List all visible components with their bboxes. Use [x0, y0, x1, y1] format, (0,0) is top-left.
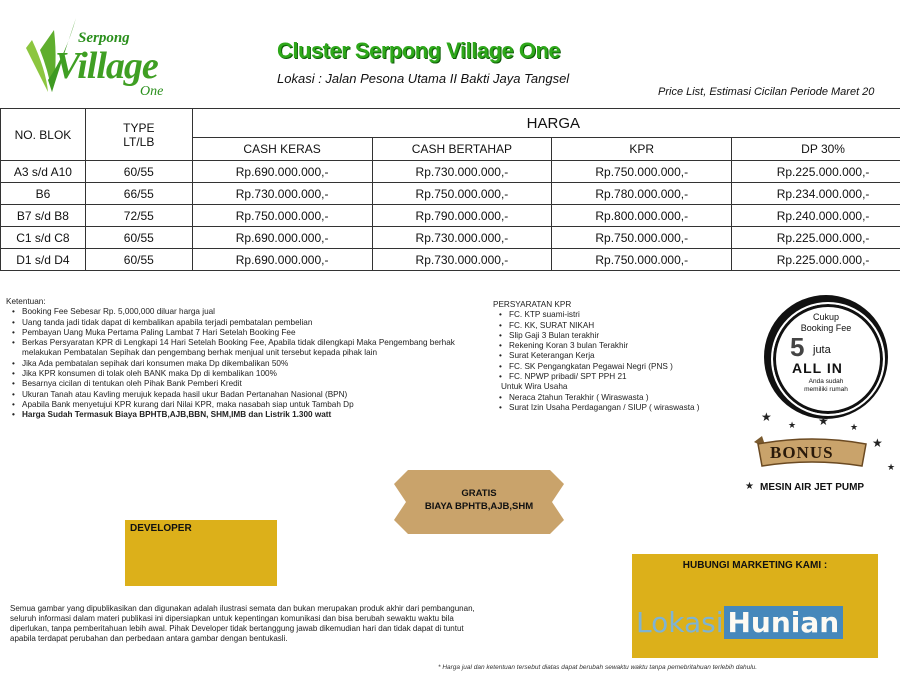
- terms-section: [6, 297, 496, 421]
- cell-dp: Rp.225.000.000,-: [732, 227, 900, 249]
- header-cash-keras: CASH KERAS: [192, 138, 372, 161]
- cell-type: 60/55: [85, 227, 192, 249]
- cell-cash-bertahap: Rp.730.000.000,-: [372, 161, 552, 183]
- star-icon: ★: [850, 422, 859, 432]
- cell-blok: D1 s/d D4: [1, 249, 86, 271]
- terms-title: Ketentuan:: [6, 297, 46, 306]
- logo-serpong-text: Serpong: [78, 30, 130, 46]
- kpr-title: PERSYARATAN KPR: [493, 300, 572, 309]
- list-item: • Jika KPR konsumen di tolak oleh BANK maka Dp di kembalikan 100%: [22, 369, 496, 379]
- table-row: [1, 183, 900, 205]
- cell-type: 66/55: [85, 183, 192, 205]
- developer-label: DEVELOPER: [130, 523, 192, 534]
- badge-amount: 5: [790, 332, 805, 362]
- location-text: Lokasi : Jalan Pesona Utama II Bakti Jaya Tangsel: [277, 71, 570, 86]
- list-item: • Harga Sudah Termasuk Biaya BPHTB,AJB,BBN, SHM,IMB dan Listrik 1.300 watt: [22, 410, 496, 420]
- header-type: [85, 109, 192, 161]
- footnote-text: * Harga jual dan ketentuan tersebut diatas dapat berubah sewaktu waktu tanpa pemebritahuan terlebih dahulu.: [438, 664, 758, 671]
- cell-cash-keras: Rp.690.000.000,-: [192, 227, 372, 249]
- price-list-period: Price List, Estimasi Cicilan Periode Maret 20: [658, 86, 875, 98]
- cell-cash-bertahap: Rp.730.000.000,-: [372, 249, 552, 271]
- cell-type: 72/55: [85, 205, 192, 227]
- list-item: • Ukuran Tanah atau Kavling merujuk kepada hasil ukur Badan Pertanahan Nasional (BPN): [22, 390, 496, 400]
- cell-blok: B7 s/d B8: [1, 205, 86, 227]
- price-table: [0, 108, 900, 271]
- header-harga: HARGA: [192, 109, 900, 138]
- gratis-line1: GRATIS: [461, 488, 497, 499]
- page-title: Cluster Serpong Village One: [277, 38, 561, 63]
- header-no-blok: NO. BLOK: [1, 109, 86, 161]
- header-cash-bertahap: CASH BERTAHAP: [372, 138, 552, 161]
- list-item: • Slip Gaji 3 Bulan terakhir: [509, 331, 763, 341]
- header-dp: DP 30%: [732, 138, 900, 161]
- table-row: [1, 205, 900, 227]
- kpr-requirements: [493, 300, 763, 413]
- table-row: [1, 161, 900, 183]
- header-type-line2: LT/LB: [123, 134, 155, 149]
- cell-cash-bertahap: Rp.730.000.000,-: [372, 227, 552, 249]
- star-icon: ★: [788, 420, 797, 430]
- star-icon: ★: [761, 410, 772, 424]
- cell-dp: Rp.240.000.000,-: [732, 205, 900, 227]
- kpr-list: [493, 310, 763, 382]
- cell-kpr: Rp.750.000.000,-: [552, 161, 732, 183]
- list-item: • Jika Ada pembatalan sepihak dari konsumen maka Dp dikembalikan 50%: [22, 359, 496, 369]
- list-item: • Neraca 2tahun Terakhir ( Wiraswasta ): [509, 393, 763, 403]
- list-item: • Uang tanda jadi tidak dapat di kembalikan apabila terjadi pembatalan pembelian: [22, 318, 496, 328]
- list-item: • Booking Fee Sebesar Rp. 5,000,000 diluar harga jual: [22, 307, 496, 317]
- disclaimer-text: Semua gambar yang dipublikasikan dan digunakan adalah ilustrasi semata dan bukan merupakan produk akhir dari pembangunan, seluruh informasi dalam materi publikasi ini dipersiapkan untuk kepentingan komunikasi dan bisa berubah sewaktu waktu bila diperlukan, tanpa pemberitahuan lebih awal. Pihak Developer tidak bertanggung jawab dikemudian hari dan tidak dapat di tuntut apabila terdapat perubahan dan perbedaan antara gambar dengan bentukasli.: [10, 604, 475, 643]
- list-item: • Surat Keterangan Kerja: [509, 351, 763, 361]
- badge-line2: Booking Fee: [800, 323, 852, 333]
- cell-dp: Rp.225.000.000,-: [732, 249, 900, 271]
- cell-cash-keras: Rp.690.000.000,-: [192, 161, 372, 183]
- table-row: [1, 227, 900, 249]
- cell-blok: A3 s/d A10: [1, 161, 86, 183]
- list-item: • Apabila Bank menyetujui KPR kurang dari Nilai KPR, maka nasabah siap untuk Tambah Dp: [22, 400, 496, 410]
- list-item: • FC. SK Pengangkatan Pegawai Negri (PNS ): [509, 362, 763, 372]
- list-item: • FC. NPWP pribadi/ SPT PPH 21: [509, 372, 763, 382]
- cell-type: 60/55: [85, 249, 192, 271]
- cell-type: 60/55: [85, 161, 192, 183]
- cell-cash-bertahap: Rp.790.000.000,-: [372, 205, 552, 227]
- cell-cash-keras: Rp.750.000.000,-: [192, 205, 372, 227]
- list-item: • Besarnya cicilan di tentukan oleh Pihak Bank Pemberi Kredit: [22, 379, 496, 389]
- badge-small1: Anda sudah: [808, 378, 844, 385]
- cell-cash-keras: Rp.730.000.000,-: [192, 183, 372, 205]
- list-item: • Rekening Koran 3 bulan Terakhir: [509, 341, 763, 351]
- cell-blok: C1 s/d C8: [1, 227, 86, 249]
- cell-blok: B6: [1, 183, 86, 205]
- bonus-label: BONUS: [770, 443, 834, 462]
- cell-cash-bertahap: Rp.750.000.000,-: [372, 183, 552, 205]
- header-type-line1: TYPE: [123, 120, 155, 135]
- cell-cash-keras: Rp.690.000.000,-: [192, 249, 372, 271]
- gratis-line2: BIAYA BPHTB,AJB,SHM: [424, 501, 534, 512]
- badge-line1: Cukup: [812, 312, 839, 322]
- watermark-part-b: Hunian: [724, 606, 844, 639]
- cell-dp: Rp.234.000.000,-: [732, 183, 900, 205]
- list-item: • FC. KK, SURAT NIKAH: [509, 321, 763, 331]
- logo-one-text: One: [140, 84, 164, 99]
- list-item: • Pembayan Uang Muka Pertama Paling Lambat 7 Hari Setelah Booking Fee: [22, 328, 496, 338]
- marketing-label: HUBUNGI MARKETING KAMI :: [682, 560, 828, 571]
- cell-kpr: Rp.800.000.000,-: [552, 205, 732, 227]
- cell-kpr: Rp.750.000.000,-: [552, 249, 732, 271]
- badge-small2: memiliki rumah: [804, 386, 848, 393]
- table-row: [1, 249, 900, 271]
- watermark: [636, 606, 843, 639]
- header-kpr: KPR: [552, 138, 732, 161]
- badge-allin: ALL IN: [792, 360, 843, 376]
- terms-list: [6, 307, 496, 420]
- kpr-subtitle: Untuk Wira Usaha: [501, 382, 568, 392]
- badge-unit: juta: [813, 344, 831, 356]
- star-icon: ★: [818, 414, 829, 428]
- kpr-list-wirausaha: [493, 393, 763, 414]
- cell-kpr: Rp.780.000.000,-: [552, 183, 732, 205]
- cell-kpr: Rp.750.000.000,-: [552, 227, 732, 249]
- star-icon: ★: [887, 462, 896, 472]
- watermark-part-a: Lokasi: [636, 606, 724, 639]
- list-item: • FC. KTP suami-istri: [509, 310, 763, 320]
- logo-village-text: Village: [55, 45, 158, 87]
- table-header-row: [1, 109, 900, 138]
- bonus-item: MESIN AIR JET PUMP: [760, 482, 865, 493]
- star-icon: ★: [745, 481, 754, 492]
- list-item: • Surat Izin Usaha Perdagangan / SIUP ( wiraswasta ): [509, 403, 763, 413]
- star-icon: ★: [872, 436, 883, 450]
- cell-dp: Rp.225.000.000,-: [732, 161, 900, 183]
- list-item: • Berkas Persyaratan KPR di Lengkapi 14 Hari Setelah Booking Fee, Apabila tidak dilengkapi Maka Pengembang berhak melakukan Pembatalan Sepihak dan pengembang berhak menjual unit tersebut kepada pihak lain: [22, 338, 496, 359]
